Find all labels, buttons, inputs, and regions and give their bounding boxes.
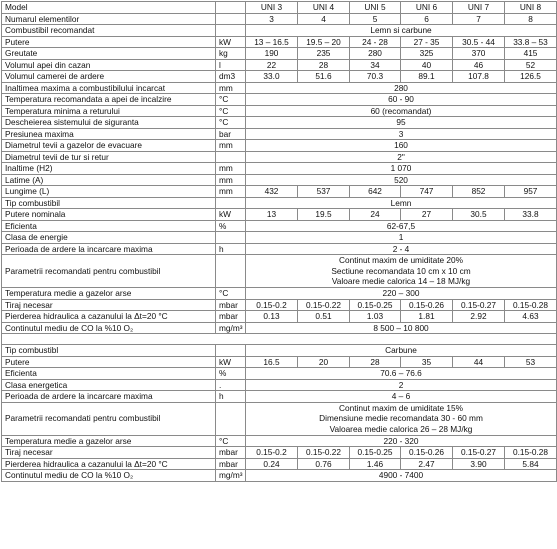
spec-label: Tip combustibil [2, 197, 216, 209]
spec-label: Parametrii recomandati pentru combustibil [2, 255, 216, 288]
spec-value: 51.6 [298, 71, 350, 83]
spec-label: Diametrul tevii a gazelor de evacuare [2, 140, 216, 152]
spec-label: Perioada de ardere la incarcare maxima [2, 391, 216, 403]
spec-unit: °C [216, 288, 246, 300]
spec-value-merged: 220 – 300 [246, 288, 557, 300]
fuel-param-line: Valoare medie calorica 14 – 18 MJ/kg [331, 276, 471, 287]
spec-unit [216, 345, 246, 357]
spec-value: 89.1 [401, 71, 453, 83]
spec-label: Putere [2, 356, 216, 368]
spec-row-coal-fuel-params [2, 402, 557, 435]
spec-value-merged: 160 [246, 140, 557, 152]
spec-value-multiline [246, 402, 557, 435]
spec-value: 0.15-0.27 [453, 447, 505, 459]
spec-value-merged: 2" [246, 151, 557, 163]
spec-value: 190 [246, 48, 298, 60]
spec-value: 7 [453, 13, 505, 25]
spec-value: 1.03 [350, 311, 401, 323]
spec-label: Tiraj necesar [2, 299, 216, 311]
model-column-header: UNI 4 [298, 2, 350, 14]
spec-value: 0.15-0.22 [298, 447, 350, 459]
spec-row-coal-hydraulic-loss [2, 458, 557, 470]
spec-value: 280 [350, 48, 401, 60]
spec-value-merged: Carbune [246, 345, 557, 357]
spec-label: Temperatura minima a returului [2, 105, 216, 117]
spec-value: 33.0 [246, 71, 298, 83]
spec-unit: bar [216, 128, 246, 140]
spec-value-merged: 3 [246, 128, 557, 140]
spec-label: Perioada de ardere la incarcare maxima [2, 243, 216, 255]
spec-row-wood-draft [2, 299, 557, 311]
spacer-cell [2, 334, 557, 345]
spec-value: 957 [505, 186, 557, 198]
spec-value: 0.15-0.26 [401, 447, 453, 459]
spec-row-wood-energy-class [2, 232, 557, 244]
spec-value: 0.13 [246, 311, 298, 323]
section-spacer-row [2, 334, 557, 345]
spec-unit: kW [216, 356, 246, 368]
spec-label: Clasa de energie [2, 232, 216, 244]
spec-value: 370 [453, 48, 505, 60]
model-column-header: UNI 8 [505, 2, 557, 14]
spec-value-merged: 62-67,5 [246, 220, 557, 232]
spec-value: 235 [298, 48, 350, 60]
spec-row-coal-energy-class [2, 379, 557, 391]
spec-value-merged: 1 070 [246, 163, 557, 175]
spec-value: 13 – 16.5 [246, 36, 298, 48]
spec-label: Latime (A) [2, 174, 216, 186]
spec-label: Continutul mediu de CO la %10 O₂ [2, 322, 216, 334]
spec-value: 642 [350, 186, 401, 198]
spec-value: 34 [350, 59, 401, 71]
spec-unit: h [216, 391, 246, 403]
spec-row-wood-fuel-params [2, 255, 557, 288]
spec-value: 19.5 – 20 [298, 36, 350, 48]
spec-label: Volumul apei din cazan [2, 59, 216, 71]
spec-value: 46 [453, 59, 505, 71]
spec-value-merged: 220 - 320 [246, 435, 557, 447]
spec-label: Putere nominala [2, 209, 216, 221]
spec-value: 0.76 [298, 458, 350, 470]
spec-unit: mm [216, 140, 246, 152]
spec-unit: °C [216, 435, 246, 447]
spec-value: 30.5 [453, 209, 505, 221]
spec-row-coal-type [2, 345, 557, 357]
spec-label: Combustibil recomandat [2, 25, 216, 37]
spec-value: 2.47 [401, 458, 453, 470]
spec-row-wood-gas-temp [2, 288, 557, 300]
spec-label: Presiunea maxima [2, 128, 216, 140]
spec-row-general-height [2, 163, 557, 175]
spec-value: 4.63 [505, 311, 557, 323]
spec-value: 1.46 [350, 458, 401, 470]
spec-row-general-safety-temp [2, 117, 557, 129]
spec-unit [216, 25, 246, 37]
spec-row-general-length [2, 186, 557, 198]
spec-unit: mg/m³ [216, 470, 246, 482]
spec-label: Greutate [2, 48, 216, 60]
spec-label: Tiraj necesar [2, 447, 216, 459]
spec-value: 22 [246, 59, 298, 71]
fuel-param-line: Sectiune recomandata 10 cm x 10 cm [331, 265, 471, 276]
spec-unit: kg [216, 48, 246, 60]
spec-row-general-fuel [2, 25, 557, 37]
spec-row-general-exhaust-diameter [2, 140, 557, 152]
spec-value: 33.8 – 53 [505, 36, 557, 48]
model-column-header: UNI 6 [401, 2, 453, 14]
spec-row-general-width [2, 174, 557, 186]
spec-label: Pierderea hidraulica a cazanului la Δt=20 °C [2, 311, 216, 323]
unit-header-cell [216, 2, 246, 14]
model-column-header: UNI 3 [246, 2, 298, 14]
spec-row-wood-type [2, 197, 557, 209]
spec-label: Temperatura medie a gazelor arse [2, 435, 216, 447]
fuel-param-line: Continut maxim de umiditate 20% [338, 255, 464, 266]
spec-value: 20 [298, 356, 350, 368]
spec-value: 0.51 [298, 311, 350, 323]
spec-unit: mbar [216, 311, 246, 323]
spec-value: 28 [298, 59, 350, 71]
spec-unit: dm3 [216, 71, 246, 83]
spec-value-merged: 280 [246, 82, 557, 94]
spec-value: 537 [298, 186, 350, 198]
spec-value-merged: 520 [246, 174, 557, 186]
spec-unit: h [216, 243, 246, 255]
spec-value: 27 [401, 209, 453, 221]
spec-value-merged: Lemn [246, 197, 557, 209]
spec-unit: mm [216, 82, 246, 94]
spec-unit: °C [216, 117, 246, 129]
model-column-header: UNI 5 [350, 2, 401, 14]
spec-unit [216, 232, 246, 244]
spec-label: Parametrii recomandati pentru combustibil [2, 402, 216, 435]
spec-label: Eficienta [2, 368, 216, 380]
spec-value: 4 [298, 13, 350, 25]
spec-value: 415 [505, 48, 557, 60]
spec-unit: °C [216, 105, 246, 117]
spec-value: 0.24 [246, 458, 298, 470]
spec-value: 1.81 [401, 311, 453, 323]
fuel-param-line: Continut maxim de umiditate 15% [338, 402, 464, 413]
spec-value: 0.15-0.28 [505, 299, 557, 311]
spec-value: 747 [401, 186, 453, 198]
spec-row-general-water-temp [2, 94, 557, 106]
spec-value-merged: 70.6 – 76.6 [246, 368, 557, 380]
spec-row-coal-efficiency [2, 368, 557, 380]
spec-unit [216, 255, 246, 288]
spec-value: 6 [401, 13, 453, 25]
spec-unit: mm [216, 174, 246, 186]
spec-unit [216, 197, 246, 209]
spec-label: Inaltime (H2) [2, 163, 216, 175]
spec-value-merged: 60 - 90 [246, 94, 557, 106]
spec-value-multiline [246, 255, 557, 288]
spec-value: 432 [246, 186, 298, 198]
spec-value: 0.15-0.2 [246, 447, 298, 459]
boiler-spec-table [1, 1, 557, 482]
spec-label: Eficienta [2, 220, 216, 232]
spec-value: 0.15-0.27 [453, 299, 505, 311]
spec-row-general-max-pressure [2, 128, 557, 140]
spec-value: 0.15-0.22 [298, 299, 350, 311]
spec-value: 30.5 - 44 [453, 36, 505, 48]
spec-row-general-pipe-diameter [2, 151, 557, 163]
spec-row-coal-gas-temp [2, 435, 557, 447]
spec-value: 70.3 [350, 71, 401, 83]
spec-value-merged: 1 [246, 232, 557, 244]
spec-unit: °C [216, 94, 246, 106]
spec-row-general-fuel-height [2, 82, 557, 94]
spec-unit: mbar [216, 447, 246, 459]
spec-value: 5 [350, 13, 401, 25]
spec-row-general-weight [2, 48, 557, 60]
spec-label: Temperatura medie a gazelor arse [2, 288, 216, 300]
spec-value: 53 [505, 356, 557, 368]
spec-value-merged: 2 [246, 379, 557, 391]
spec-value-merged: 95 [246, 117, 557, 129]
spec-value: 40 [401, 59, 453, 71]
spec-row-wood-nominal-power [2, 209, 557, 221]
spec-value: 3.90 [453, 458, 505, 470]
spec-value: 2.92 [453, 311, 505, 323]
spec-value: 33.8 [505, 209, 557, 221]
spec-label: Temperatura recomandata a apei de incalzire [2, 94, 216, 106]
spec-row-coal-burn-period [2, 391, 557, 403]
spec-unit: % [216, 220, 246, 232]
spec-value-merged: 60 (recomandat) [246, 105, 557, 117]
spec-row-wood-hydraulic-loss [2, 311, 557, 323]
fuel-param-line: Valoarea medie calorica 26 – 28 MJ/kg [329, 423, 473, 434]
fuel-param-line: Dimensiune medie recomandata 30 - 60 mm [319, 413, 483, 424]
spec-row-coal-co-content [2, 470, 557, 482]
spec-value: 24 [350, 209, 401, 221]
spec-value: 44 [453, 356, 505, 368]
spec-unit: mm [216, 186, 246, 198]
spec-value: 28 [350, 356, 401, 368]
spec-label: Putere [2, 36, 216, 48]
spec-label: Continutul mediu de CO la %10 O₂ [2, 470, 216, 482]
spec-label: Diametrul tevii de tur si retur [2, 151, 216, 163]
spec-label: Tip combustibl [2, 345, 216, 357]
spec-row-coal-power [2, 356, 557, 368]
spec-value: 0.15-0.28 [505, 447, 557, 459]
spec-value: 126.5 [505, 71, 557, 83]
spec-value-merged: 8 500 – 10 800 [246, 322, 557, 334]
spec-value: 35 [401, 356, 453, 368]
spec-row-general-return-temp [2, 105, 557, 117]
spec-label: Clasa energetica [2, 379, 216, 391]
spec-label: Numarul elementilor [2, 13, 216, 25]
spec-value: 19.5 [298, 209, 350, 221]
model-header-label: Model [2, 2, 216, 14]
spec-unit: mg/m³ [216, 322, 246, 334]
spec-value: 107.8 [453, 71, 505, 83]
spec-unit: mbar [216, 458, 246, 470]
spec-value: 852 [453, 186, 505, 198]
spec-value: 5.84 [505, 458, 557, 470]
spec-value: 325 [401, 48, 453, 60]
spec-row-wood-burn-period [2, 243, 557, 255]
spec-value: 16.5 [246, 356, 298, 368]
model-column-header: UNI 7 [453, 2, 505, 14]
spec-row-header [2, 2, 557, 14]
spec-label: Lungime (L) [2, 186, 216, 198]
spec-unit [216, 13, 246, 25]
spec-unit: % [216, 368, 246, 380]
spec-value: 24 - 28 [350, 36, 401, 48]
spec-unit [216, 151, 246, 163]
spec-unit: l [216, 59, 246, 71]
spec-row-general-water-volume [2, 59, 557, 71]
spec-row-wood-efficiency [2, 220, 557, 232]
spec-unit: mbar [216, 299, 246, 311]
spec-value: 13 [246, 209, 298, 221]
spec-unit: kW [216, 209, 246, 221]
spec-value: 0.15-0.25 [350, 299, 401, 311]
spec-row-general-elements [2, 13, 557, 25]
spec-unit [216, 402, 246, 435]
spec-unit: . [216, 379, 246, 391]
spec-value-merged: 4900 - 7400 [246, 470, 557, 482]
spec-unit: mm [216, 163, 246, 175]
spec-value: 0.15-0.26 [401, 299, 453, 311]
spec-value: 52 [505, 59, 557, 71]
spec-value: 0.15-0.25 [350, 447, 401, 459]
spec-row-general-chamber-volume [2, 71, 557, 83]
spec-label: Inaltimea maxima a combustibilului incarcat [2, 82, 216, 94]
spec-label: Volumul camerei de ardere [2, 71, 216, 83]
spec-value-merged: 4 – 6 [246, 391, 557, 403]
spec-value: 3 [246, 13, 298, 25]
spec-label: Descheierea sistemului de siguranta [2, 117, 216, 129]
spec-value: 0.15-0.2 [246, 299, 298, 311]
spec-value: 27 - 35 [401, 36, 453, 48]
spec-row-general-power [2, 36, 557, 48]
spec-row-wood-co-content [2, 322, 557, 334]
spec-value: 8 [505, 13, 557, 25]
spec-value-merged: 2 - 4 [246, 243, 557, 255]
spec-value-merged: Lemn si carbune [246, 25, 557, 37]
spec-unit: kW [216, 36, 246, 48]
spec-label: Pierderea hidraulica a cazanului la Δt=20 °C [2, 458, 216, 470]
spec-row-coal-draft [2, 447, 557, 459]
